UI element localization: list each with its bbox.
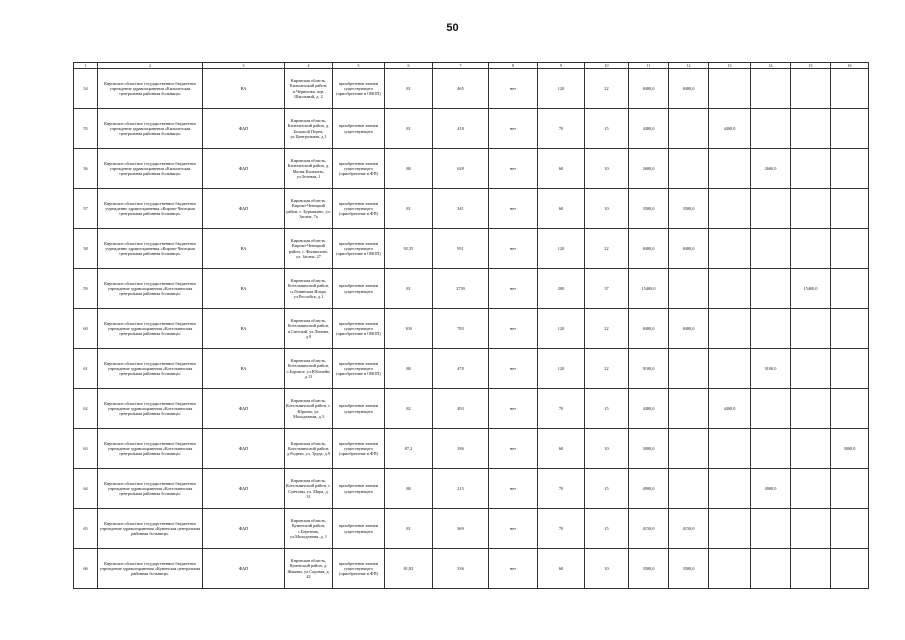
equipment-count: 120 <box>538 309 585 349</box>
availability-value: нет <box>489 109 538 149</box>
facility-type: ФАП <box>203 429 285 469</box>
column-number: 9 <box>538 63 585 69</box>
cost-year-5 <box>831 389 869 429</box>
row-number: 63 <box>74 429 98 469</box>
table-row <box>74 389 869 429</box>
area-value: 81 <box>385 509 433 549</box>
facility-address: Кировская область, Котельничский район, с. Юрьево, ул. Молодежная, д.3 <box>285 389 333 429</box>
action-type: приобретение взамен существующего (приобретение в ОВОП) <box>333 349 385 389</box>
row-number: 65 <box>74 509 98 549</box>
action-type: приобретение взамен существующего (приобретение в ФП) <box>333 549 385 589</box>
availability-value: нет <box>489 309 538 349</box>
cost-year-3 <box>751 189 791 229</box>
staff-count: 15 <box>585 109 629 149</box>
facility-type: ФАП <box>203 509 285 549</box>
table-row <box>74 429 869 469</box>
cost-year-3 <box>751 429 791 469</box>
action-type: приобретение взамен существующего (приобретение в ФП) <box>333 189 385 229</box>
cost-year-4 <box>791 349 831 389</box>
area-value: 92,55 <box>385 229 433 269</box>
column-number: 15 <box>791 63 831 69</box>
cost-year-4 <box>791 149 831 189</box>
page-number: 50 <box>446 22 459 34</box>
equipment-count: 70 <box>538 469 585 509</box>
equipment-count: 70 <box>538 389 585 429</box>
action-type: приобретение взамен существующего <box>333 469 385 509</box>
facility-address: Кировская область, Кирово-Чепецкий район, с. Бурмакино, ул. Заозна, 7а <box>285 189 333 229</box>
equipment-count: 70 <box>538 509 585 549</box>
facility-type: ФАП <box>203 389 285 429</box>
column-number: 11 <box>629 63 669 69</box>
cost-year-5 <box>831 229 869 269</box>
staff-count: 15 <box>585 389 629 429</box>
table-row <box>74 469 869 509</box>
organization-name: Кировское областное государственное бюджетное учреждение здравоохранения «Кирово-Чепецкая центральная районная больница» <box>98 229 203 269</box>
row-number: 66 <box>74 549 98 589</box>
cost-year-5 <box>831 69 869 109</box>
area-value: 81,82 <box>385 549 433 589</box>
area-value: 81 <box>385 269 433 309</box>
population-value: 369 <box>433 509 489 549</box>
facility-address: Кировская область, Куменский район, с.Березник, ул.Молодежная, д. 1 <box>285 509 333 549</box>
organization-name: Кировское областное государственное бюджетное учреждение здравоохранения «Кильмезская центральная районная больница» <box>98 149 203 189</box>
cost-year-4 <box>791 229 831 269</box>
action-type: приобретение взамен существующего (приобретение в ОВОП) <box>333 309 385 349</box>
cost-year-4 <box>791 509 831 549</box>
cost-year-1: 8400,0 <box>669 69 709 109</box>
column-number: 5 <box>333 63 385 69</box>
row-number: 64 <box>74 469 98 509</box>
cost-year-1 <box>669 469 709 509</box>
cost-year-2 <box>709 189 751 229</box>
population-value: 783 <box>433 309 489 349</box>
availability-value: нет <box>489 389 538 429</box>
equipment-table <box>73 62 869 589</box>
equipment-count: 70 <box>538 109 585 149</box>
total-cost: 15400,0 <box>629 269 669 309</box>
cost-year-3 <box>751 509 791 549</box>
availability-value: нет <box>489 269 538 309</box>
staff-count: 15 <box>585 469 629 509</box>
action-type: приобретение взамен существующего (приобретение в ОВОП) <box>333 229 385 269</box>
area-value: 87,2 <box>385 429 433 469</box>
population-value: 215 <box>433 469 489 509</box>
cost-year-3: 4900,0 <box>751 469 791 509</box>
area-value: 100 <box>385 309 433 349</box>
cost-year-5 <box>831 269 869 309</box>
row-number: 54 <box>74 69 98 109</box>
cost-year-4 <box>791 189 831 229</box>
facility-address: Кировская область, Кильмезский район, д. Малая Кильмезь, ул.Зеленая, 1 <box>285 149 333 189</box>
table-row <box>74 229 869 269</box>
column-number: 7 <box>433 63 489 69</box>
facility-type: ВА <box>203 349 285 389</box>
row-number: 55 <box>74 109 98 149</box>
equipment-count: 120 <box>538 229 585 269</box>
population-value: 341 <box>433 189 489 229</box>
facility-address: Кировская область, Кильмезский район, п.Чернушка, пер. Школьный, д. 2 <box>285 69 333 109</box>
cost-year-3 <box>751 109 791 149</box>
organization-name: Кировское областное государственное бюджетное учреждение здравоохранения «Котельничская центральная районная больница» <box>98 469 203 509</box>
cost-year-5 <box>831 109 869 149</box>
availability-value: нет <box>489 189 538 229</box>
cost-year-2 <box>709 229 751 269</box>
cost-year-3 <box>751 389 791 429</box>
cost-year-4: 15400,0 <box>791 269 831 309</box>
cost-year-3 <box>751 269 791 309</box>
total-cost: 4400,0 <box>629 109 669 149</box>
total-cost: 9100,0 <box>629 349 669 389</box>
cost-year-1 <box>669 269 709 309</box>
staff-count: 22 <box>585 309 629 349</box>
availability-value: нет <box>489 149 538 189</box>
cost-year-5 <box>831 549 869 589</box>
column-number: 8 <box>489 63 538 69</box>
staff-count: 10 <box>585 149 629 189</box>
population-value: 336 <box>433 549 489 589</box>
equipment-count: 60 <box>538 429 585 469</box>
facility-type: ФАП <box>203 469 285 509</box>
total-cost: 3500,0 <box>629 549 669 589</box>
action-type: приобретение взамен существующего <box>333 109 385 149</box>
organization-name: Кировское областное государственное бюджетное учреждение здравоохранения «Котельничская центральная районная больница» <box>98 349 203 389</box>
area-value: 88 <box>385 149 433 189</box>
organization-name: Кировское областное государственное бюджетное учреждение здравоохранения «Кильмезская центральная районная больница» <box>98 109 203 149</box>
total-cost: 8400,0 <box>629 229 669 269</box>
cost-year-5 <box>831 349 869 389</box>
column-number: 14 <box>751 63 791 69</box>
facility-type: ВА <box>203 269 285 309</box>
total-cost: 2600,0 <box>629 149 669 189</box>
table-row <box>74 149 869 189</box>
population-value: 951 <box>433 229 489 269</box>
staff-count: 10 <box>585 549 629 589</box>
cost-year-1 <box>669 109 709 149</box>
facility-address: Кировская область, Котельничский район, с.Боровое, ул.Юбилейн, д.13 <box>285 349 333 389</box>
facility-type: ФАП <box>203 189 285 229</box>
cost-year-2 <box>709 429 751 469</box>
area-value: 88 <box>385 469 433 509</box>
population-value: 418 <box>433 109 489 149</box>
facility-type: ФАП <box>203 109 285 149</box>
staff-count: 22 <box>585 69 629 109</box>
cost-year-4 <box>791 389 831 429</box>
row-number: 56 <box>74 149 98 189</box>
facility-type: ФАП <box>203 149 285 189</box>
staff-count: 22 <box>585 349 629 389</box>
action-type: приобретение взамен существующего <box>333 389 385 429</box>
cost-year-2: 4400,0 <box>709 389 751 429</box>
cost-year-1 <box>669 349 709 389</box>
column-number: 12 <box>669 63 709 69</box>
availability-value: нет <box>489 69 538 109</box>
total-cost: 3000,0 <box>629 429 669 469</box>
cost-year-5: 3000,0 <box>831 429 869 469</box>
population-value: 628 <box>433 149 489 189</box>
organization-name: Кировское областное государственное бюджетное учреждение здравоохранения «Котельничская центральная районная больница» <box>98 309 203 349</box>
cost-year-2 <box>709 349 751 389</box>
total-cost: 8400,0 <box>629 309 669 349</box>
cost-year-5 <box>831 509 869 549</box>
cost-year-4 <box>791 469 831 509</box>
staff-count: 15 <box>585 509 629 549</box>
staff-count: 10 <box>585 429 629 469</box>
cost-year-1: 3500,0 <box>669 189 709 229</box>
cost-year-3 <box>751 229 791 269</box>
column-number: 13 <box>709 63 751 69</box>
facility-address: Кировская область, Котельничский район, п.Ленинская Искра, ул.Российск, д.1 <box>285 269 333 309</box>
equipment-count: 60 <box>538 189 585 229</box>
cost-year-2 <box>709 269 751 309</box>
cost-year-2 <box>709 309 751 349</box>
cost-year-3 <box>751 69 791 109</box>
column-number: 16 <box>831 63 869 69</box>
action-type: приобретение взамен существующего (приобретение в ФП) <box>333 429 385 469</box>
organization-name: Кировское областное государственное бюджетное учреждение здравоохранения «Кильмезская центральная районная больница» <box>98 69 203 109</box>
population-value: 186 <box>433 429 489 469</box>
cost-year-1 <box>669 429 709 469</box>
facility-type: ВА <box>203 309 285 349</box>
population-value: 2739 <box>433 269 489 309</box>
staff-count: 22 <box>585 229 629 269</box>
cost-year-3 <box>751 309 791 349</box>
availability-value: нет <box>489 509 538 549</box>
availability-value: нет <box>489 229 538 269</box>
facility-type: ВА <box>203 69 285 109</box>
equipment-count: 120 <box>538 349 585 389</box>
action-type: приобретение взамен существующего <box>333 269 385 309</box>
equipment-count: 60 <box>538 149 585 189</box>
availability-value: нет <box>489 349 538 389</box>
availability-value: нет <box>489 429 538 469</box>
cost-year-4 <box>791 69 831 109</box>
cost-year-1: 8400,0 <box>669 229 709 269</box>
cost-year-2 <box>709 69 751 109</box>
cost-year-5 <box>831 309 869 349</box>
facility-address: Кировская область, Котельничский район, п.Светлый, ул.Ленина, д.9 <box>285 309 333 349</box>
cost-year-5 <box>831 189 869 229</box>
column-number: 1 <box>74 63 98 69</box>
organization-name: Кировское областное государственное бюджетное учреждение здравоохранения «Котельничская центральная районная больница» <box>98 389 203 429</box>
area-value: 88 <box>385 349 433 389</box>
table-row <box>74 189 869 229</box>
row-number: 57 <box>74 189 98 229</box>
population-value: 478 <box>433 349 489 389</box>
column-number: 2 <box>98 63 203 69</box>
facility-type: ФАП <box>203 549 285 589</box>
cost-year-1: 4150,0 <box>669 509 709 549</box>
column-number: 10 <box>585 63 629 69</box>
column-number: 6 <box>385 63 433 69</box>
total-cost: 4400,0 <box>629 389 669 429</box>
cost-year-4 <box>791 109 831 149</box>
organization-name: Кировское областное государственное бюджетное учреждение здравоохранения «Кирово-Чепецкая центральная районная больница» <box>98 189 203 229</box>
cost-year-3: 2600,0 <box>751 149 791 189</box>
action-type: приобретение взамен существующего (приобретение в ФП) <box>333 149 385 189</box>
action-type: приобретение взамен существующего (приобретение в ОВОП) <box>333 69 385 109</box>
row-number: 61 <box>74 349 98 389</box>
availability-value: нет <box>489 469 538 509</box>
cost-year-1: 8400,0 <box>669 309 709 349</box>
cost-year-4 <box>791 429 831 469</box>
availability-value: нет <box>489 549 538 589</box>
cost-year-1 <box>669 389 709 429</box>
equipment-count: 200 <box>538 269 585 309</box>
total-cost: 4900,0 <box>629 469 669 509</box>
organization-name: Кировское областное государственное бюджетное учреждение здравоохранения «Куменская центральная районная больница» <box>98 549 203 589</box>
population-value: 493 <box>433 389 489 429</box>
column-number: 3 <box>203 63 285 69</box>
staff-count: 10 <box>585 189 629 229</box>
population-value: 465 <box>433 69 489 109</box>
organization-name: Кировское областное государственное бюджетное учреждение здравоохранения «Куменская центральная районная больница» <box>98 509 203 549</box>
row-number: 58 <box>74 229 98 269</box>
table-row <box>74 349 869 389</box>
facility-address: Кировская область, Котельничский район, с. Сметаны, ул. Мира, д. 31 <box>285 469 333 509</box>
action-type: приобретение взамен существующего <box>333 509 385 549</box>
cost-year-4 <box>791 549 831 589</box>
total-cost: 8400,0 <box>629 69 669 109</box>
organization-name: Кировское областное государственное бюджетное учреждение здравоохранения «Котельничская центральная районная больница» <box>98 429 203 469</box>
cost-year-2 <box>709 509 751 549</box>
cost-year-2 <box>709 469 751 509</box>
area-value: 82 <box>385 389 433 429</box>
cost-year-1 <box>669 149 709 189</box>
cost-year-2 <box>709 549 751 589</box>
total-cost: 4150,0 <box>629 509 669 549</box>
facility-type: ВА <box>203 229 285 269</box>
row-number: 62 <box>74 389 98 429</box>
table-row <box>74 309 869 349</box>
cost-year-2 <box>709 149 751 189</box>
staff-count: 37 <box>585 269 629 309</box>
cost-year-5 <box>831 469 869 509</box>
facility-address: Кировская область, Кильмезский район, д. Большой Порек, ул.Центральная, д.1 <box>285 109 333 149</box>
equipment-count: 60 <box>538 549 585 589</box>
cost-year-3 <box>751 549 791 589</box>
row-number: 59 <box>74 269 98 309</box>
facility-address: Кировская область, Котельничский район, д.Родичи, ул. Труда, д.9 <box>285 429 333 469</box>
cost-year-5 <box>831 149 869 189</box>
organization-name: Кировское областное государственное бюджетное учреждение здравоохранения «Котельничская центральная районная больница» <box>98 269 203 309</box>
equipment-count: 120 <box>538 69 585 109</box>
table-row <box>74 109 869 149</box>
facility-address: Кировская область, Кирово-Чепецкий район, с. Филиппово, ул. Заозна, 27 <box>285 229 333 269</box>
table-row <box>74 549 869 589</box>
cost-year-3: 9100,0 <box>751 349 791 389</box>
area-value: 81 <box>385 189 433 229</box>
cost-year-2: 4400,0 <box>709 109 751 149</box>
facility-address: Кировская область, Куменский район, д. Жаковы, ул.Садовая, д. 42 <box>285 549 333 589</box>
row-number: 60 <box>74 309 98 349</box>
cost-year-4 <box>791 309 831 349</box>
area-value: 81 <box>385 69 433 109</box>
table-row <box>74 509 869 549</box>
cost-year-1: 3500,0 <box>669 549 709 589</box>
table-row <box>74 269 869 309</box>
column-number: 4 <box>285 63 333 69</box>
area-value: 81 <box>385 109 433 149</box>
total-cost: 3500,0 <box>629 189 669 229</box>
table-row <box>74 69 869 109</box>
